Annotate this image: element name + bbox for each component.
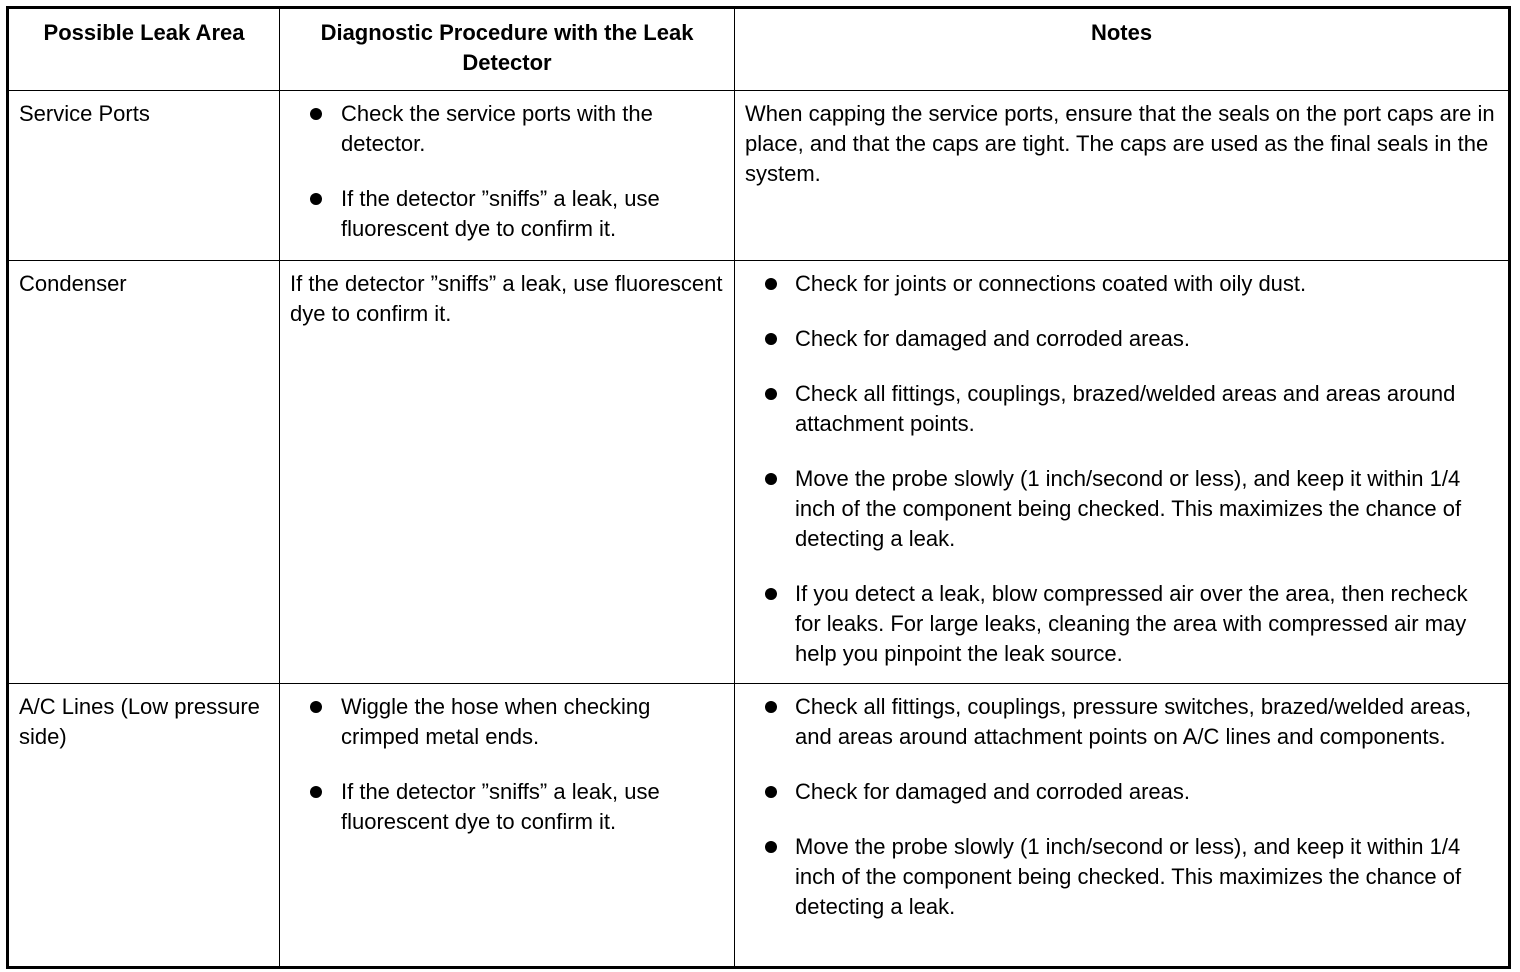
notes-item-text: Check for damaged and corroded areas. bbox=[795, 326, 1191, 351]
notes-list bbox=[745, 269, 1498, 669]
list-item bbox=[745, 464, 1498, 554]
notes-item-text: Move the probe slowly (1 inch/second or less), and keep it within 1/4 inch of the component being checked. This maximizes the chance of detecting a leak. bbox=[795, 466, 1462, 551]
bullet-icon bbox=[765, 333, 777, 345]
procedure-item-text: If the detector ”sniffs” a leak, use fluorescent dye to confirm it. bbox=[341, 779, 660, 834]
procedure-cell bbox=[280, 91, 735, 261]
notes-item-text: Move the probe slowly (1 inch/second or less), and keep it within 1/4 inch of the component being checked. This maximizes the chance of detecting a leak. bbox=[795, 834, 1462, 919]
notes-cell bbox=[735, 91, 1510, 261]
notes-item-text: Check all fittings, couplings, brazed/welded areas and areas around attachment points. bbox=[795, 381, 1456, 436]
bullet-icon bbox=[765, 588, 777, 600]
procedure-item-text: If the detector ”sniffs” a leak, use fluorescent dye to confirm it. bbox=[341, 186, 660, 241]
notes-cell bbox=[735, 261, 1510, 684]
procedure-item-text: Check the service ports with the detector. bbox=[341, 101, 653, 156]
bullet-icon bbox=[765, 701, 777, 713]
procedure-cell bbox=[280, 684, 735, 968]
list-item bbox=[745, 379, 1498, 439]
leak-area-cell bbox=[8, 91, 280, 261]
header-row bbox=[8, 8, 1510, 91]
list-item bbox=[745, 777, 1498, 807]
procedure-item-text: Wiggle the hose when checking crimped metal ends. bbox=[341, 694, 651, 749]
bullet-icon bbox=[310, 108, 322, 120]
header-possible-leak-area: Possible Leak Area bbox=[8, 8, 280, 91]
table-row bbox=[8, 684, 1510, 968]
list-item bbox=[290, 692, 724, 752]
bullet-icon bbox=[765, 786, 777, 798]
list-item bbox=[290, 777, 724, 837]
leak-area-cell bbox=[8, 684, 280, 968]
notes-item-text: If you detect a leak, blow compressed air over the area, then recheck for leaks. For large leaks, cleaning the area with compressed air may help you pinpoint the leak source. bbox=[795, 581, 1468, 666]
list-item bbox=[745, 324, 1498, 354]
list-item bbox=[745, 832, 1498, 922]
list-item bbox=[745, 269, 1498, 299]
notes-item-text: Check for damaged and corroded areas. bbox=[795, 779, 1191, 804]
bullet-icon bbox=[765, 841, 777, 853]
leak-area-label: Service Ports bbox=[19, 101, 150, 126]
notes-list bbox=[745, 692, 1498, 922]
bullet-icon bbox=[765, 278, 777, 290]
list-item bbox=[745, 579, 1498, 669]
leak-area-cell bbox=[8, 261, 280, 684]
procedure-list bbox=[290, 692, 724, 837]
notes-text: When capping the service ports, ensure that the seals on the port caps are in place, and that the caps are tight. The caps are used as the final seals in the system. bbox=[745, 101, 1495, 186]
table-row bbox=[8, 261, 1510, 684]
bullet-icon bbox=[310, 193, 322, 205]
notes-item-text: Check all fittings, couplings, pressure switches, brazed/welded areas, and areas around attachment points on A/C lines and components. bbox=[795, 694, 1472, 749]
bullet-icon bbox=[765, 388, 777, 400]
header-notes: Notes bbox=[735, 8, 1510, 91]
list-item bbox=[290, 184, 724, 244]
leak-area-label: Condenser bbox=[19, 271, 127, 296]
bullet-icon bbox=[310, 701, 322, 713]
table-row bbox=[8, 91, 1510, 261]
list-item bbox=[745, 692, 1498, 752]
notes-cell bbox=[735, 684, 1510, 968]
procedure-list bbox=[290, 99, 724, 244]
leak-area-label: A/C Lines (Low pressure side) bbox=[19, 694, 260, 749]
bullet-icon bbox=[765, 473, 777, 485]
procedure-cell bbox=[280, 261, 735, 684]
header-diagnostic-procedure: Diagnostic Procedure with the Leak Detector bbox=[280, 8, 735, 91]
notes-item-text: Check for joints or connections coated with oily dust. bbox=[795, 271, 1307, 296]
bullet-icon bbox=[310, 786, 322, 798]
procedure-text: If the detector ”sniffs” a leak, use fluorescent dye to confirm it. bbox=[290, 271, 723, 326]
leak-diagnosis-table bbox=[6, 6, 1511, 969]
list-item bbox=[290, 99, 724, 159]
